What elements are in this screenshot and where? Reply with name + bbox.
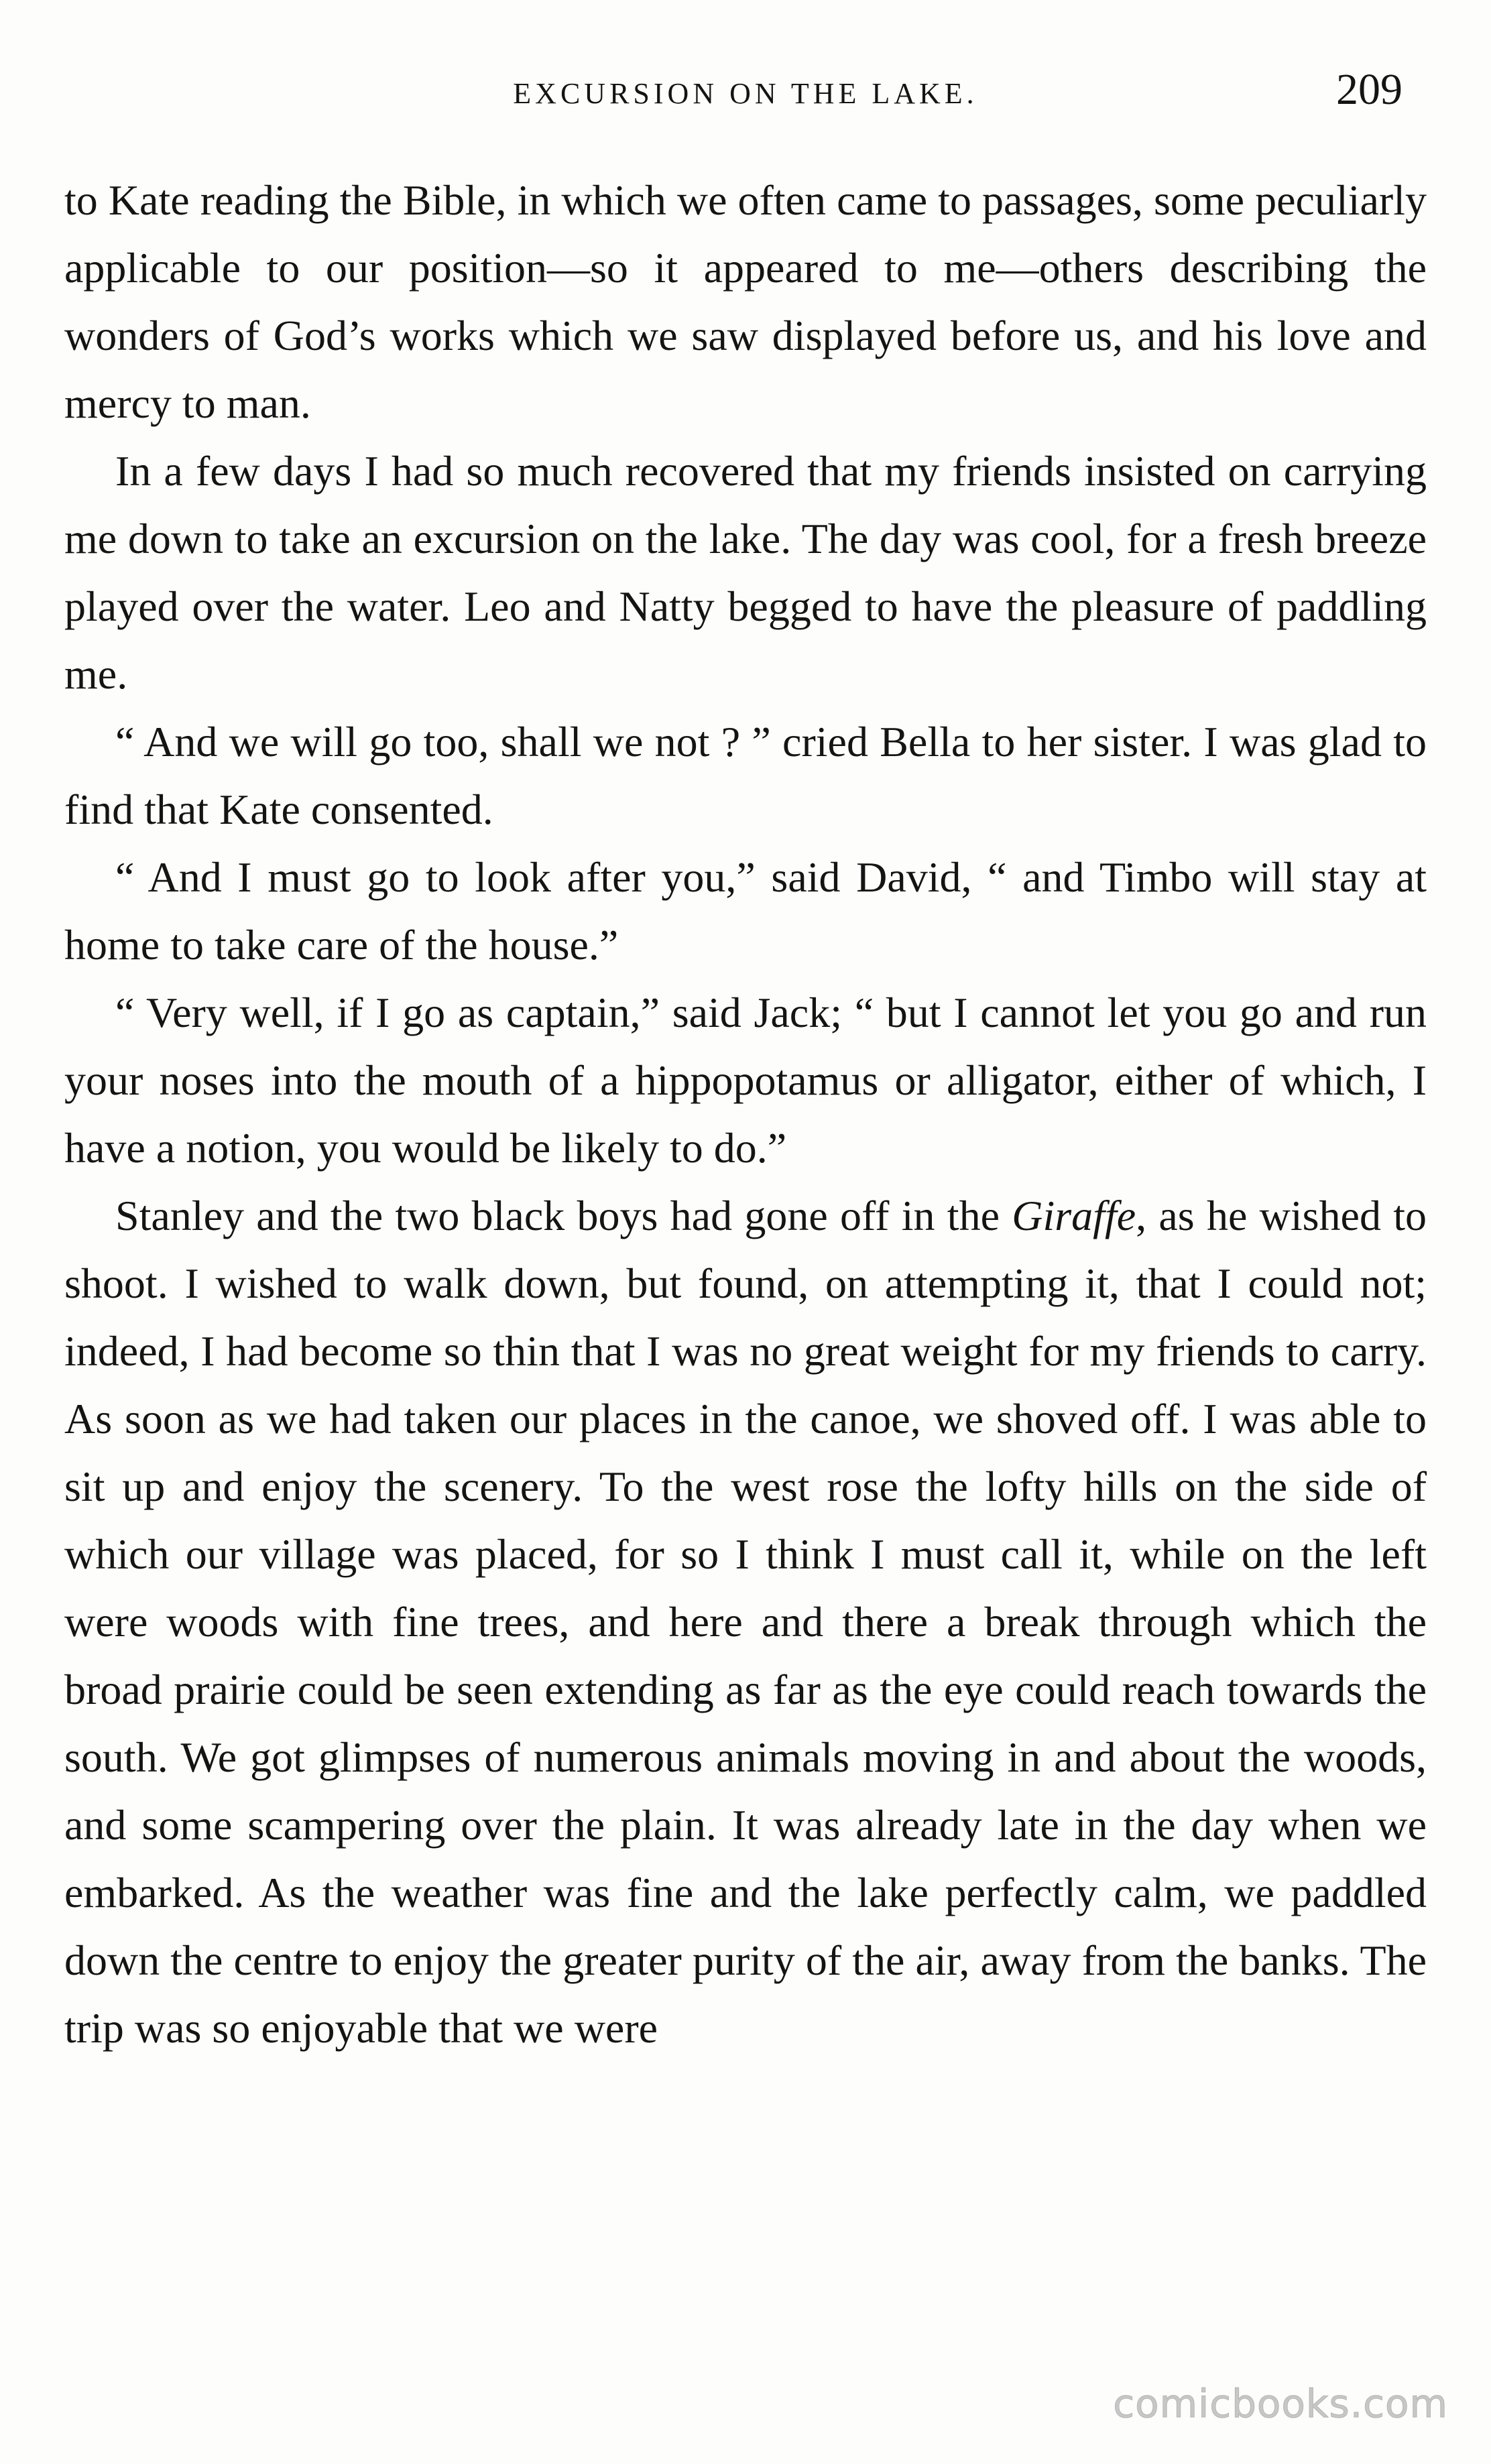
paragraph-1: to Kate reading the Bible, in which we often came to passages, some peculiarly applicable to our position—so it appeared to me—others describing the wonders of God’s works which we saw displayed before us, and his love and mercy to man. — [64, 176, 1427, 427]
boat-name-italic: Giraffe — [1012, 1192, 1136, 1239]
paragraph-4: “ And I must go to look after you,” said David, “ and Timbo will stay at home to take care of the house.” — [64, 853, 1427, 969]
page-number: 209 — [1336, 65, 1403, 114]
running-head — [64, 64, 1427, 125]
paragraph-6 — [64, 1182, 1427, 2062]
paragraph-5: “ Very well, if I go as captain,” said Jack; “ but I cannot let you go and run your noses into the mouth of a hippopotamus or alligator, either of which, I have a notion, you would be likely to do.” — [64, 989, 1427, 1172]
paragraph-6-rest: , as he wished to shoot. I wished to walk down, but found, on attempting it, that I could not; indeed, I had become so thin that I was no great weight for my friends to carry. As soon as we had taken our places in the canoe, we shoved off. I was able to sit up and enjoy the scenery. To the west rose the lofty hills on the side of which our village was placed, for so I think I must call it, while on the left were woods with fine trees, and here and there a break through which the broad prairie could be seen extending as far as the eye could reach towards the south. We got glimpses of numerous animals moving in and about the woods, and some scampering over the plain. It was already late in the day when we embarked. As the weather was fine and the lake perfectly calm, we paddled down the centre to enjoy the greater purity of the air, away from the banks. The trip was so enjoyable that we were — [64, 1192, 1427, 2052]
running-title: EXCURSION ON THE LAKE. — [513, 77, 978, 110]
paragraph-3: “ And we will go too, shall we not ? ” cried Bella to her sister. I was glad to find that Kate consented. — [64, 718, 1427, 833]
body-text — [64, 166, 1427, 2062]
paragraph-2: In a few days I had so much recovered that my friends insisted on carrying me down to take an excursion on the lake. The day was cool, for a fresh breeze played over the water. Leo and Natty begged to have the pleasure of paddling me. — [64, 447, 1427, 698]
paragraph-6-start: Stanley and the two black boys had gone off in the — [115, 1192, 1012, 1239]
watermark: comicbooks.com — [1113, 2381, 1448, 2426]
